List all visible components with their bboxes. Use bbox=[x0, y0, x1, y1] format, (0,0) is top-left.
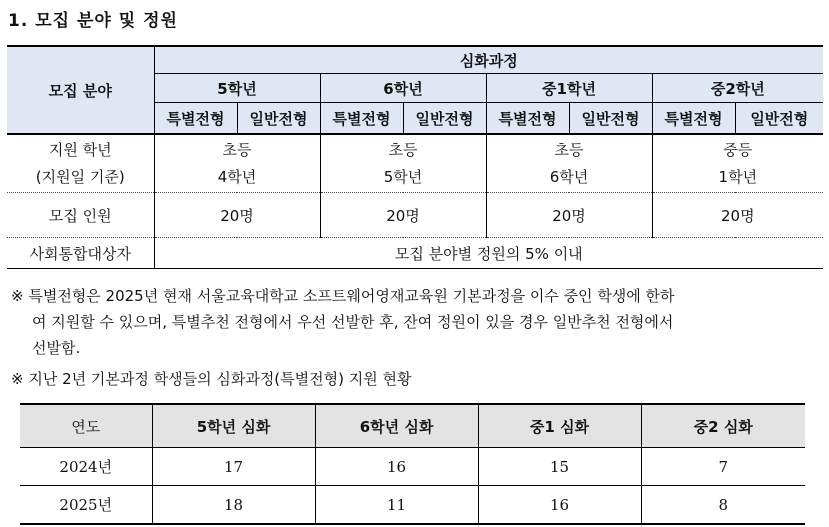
history-cell: 15 bbox=[478, 448, 641, 486]
history-header: 중2 심화 bbox=[641, 404, 805, 448]
history-cell: 2024년 bbox=[20, 448, 152, 486]
social-label: 사회통합대상자 bbox=[7, 238, 154, 269]
track-special: 특별전형 bbox=[652, 103, 735, 135]
track-special: 특별전형 bbox=[320, 103, 403, 135]
note-special-track: ※ 특별전형은 2025년 현재 서울교육대학교 소프트웨어영재교육원 기본과정을 이수 중인 학생에 한하 여 지원할 수 있으며, 특별추천 전형에서 우선 선발한 후, 잔여 정원이 있을 경우 일반추천 전형에서 선발함. bbox=[11, 287, 675, 357]
grade-header: 중2학년 bbox=[652, 74, 823, 103]
social-value: 모집 분야별 정원의 5% 이내 bbox=[154, 238, 823, 269]
recruit-table bbox=[7, 45, 823, 269]
grade-header: 중1학년 bbox=[486, 74, 652, 103]
eligible-value: 초등 4학년 bbox=[154, 134, 320, 193]
grade-header: 6학년 bbox=[320, 74, 486, 103]
course-header: 심화과정 bbox=[154, 46, 823, 74]
history-cell: 11 bbox=[315, 486, 478, 525]
section-title: 1. 모집 분야 및 정원 bbox=[8, 11, 178, 31]
quota-value: 20명 bbox=[486, 193, 652, 238]
quota-value: 20명 bbox=[320, 193, 486, 238]
track-special: 특별전형 bbox=[486, 103, 569, 135]
field-header: 모집 분야 bbox=[7, 46, 154, 134]
eligible-value: 중등 1학년 bbox=[652, 134, 823, 193]
table-row bbox=[20, 486, 805, 525]
history-cell: 16 bbox=[478, 486, 641, 525]
track-general: 일반전형 bbox=[735, 103, 823, 135]
grade-header: 5학년 bbox=[154, 74, 320, 103]
track-special: 특별전형 bbox=[154, 103, 237, 135]
history-cell: 17 bbox=[152, 448, 315, 486]
history-cell: 7 bbox=[641, 448, 805, 486]
history-table bbox=[20, 403, 805, 525]
track-general: 일반전형 bbox=[403, 103, 486, 135]
history-cell: 2025년 bbox=[20, 486, 152, 525]
history-header: 중1 심화 bbox=[478, 404, 641, 448]
note-history: ※ 지난 2년 기본과정 학생들의 심화과정(특별전형) 지원 현황 bbox=[11, 370, 412, 388]
history-header: 연도 bbox=[20, 404, 152, 448]
eligible-value: 초등 6학년 bbox=[486, 134, 652, 193]
track-general: 일반전형 bbox=[569, 103, 652, 135]
history-cell: 16 bbox=[315, 448, 478, 486]
history-header: 6학년 심화 bbox=[315, 404, 478, 448]
track-general: 일반전형 bbox=[237, 103, 320, 135]
table-row bbox=[20, 448, 805, 486]
history-cell: 8 bbox=[641, 486, 805, 525]
quota-value: 20명 bbox=[154, 193, 320, 238]
history-header: 5학년 심화 bbox=[152, 404, 315, 448]
eligible-value: 초등 5학년 bbox=[320, 134, 486, 193]
quota-value: 20명 bbox=[652, 193, 823, 238]
quota-label: 모집 인원 bbox=[7, 193, 154, 238]
eligible-label: 지원 학년 (지원일 기준) bbox=[7, 134, 154, 193]
history-cell: 18 bbox=[152, 486, 315, 525]
